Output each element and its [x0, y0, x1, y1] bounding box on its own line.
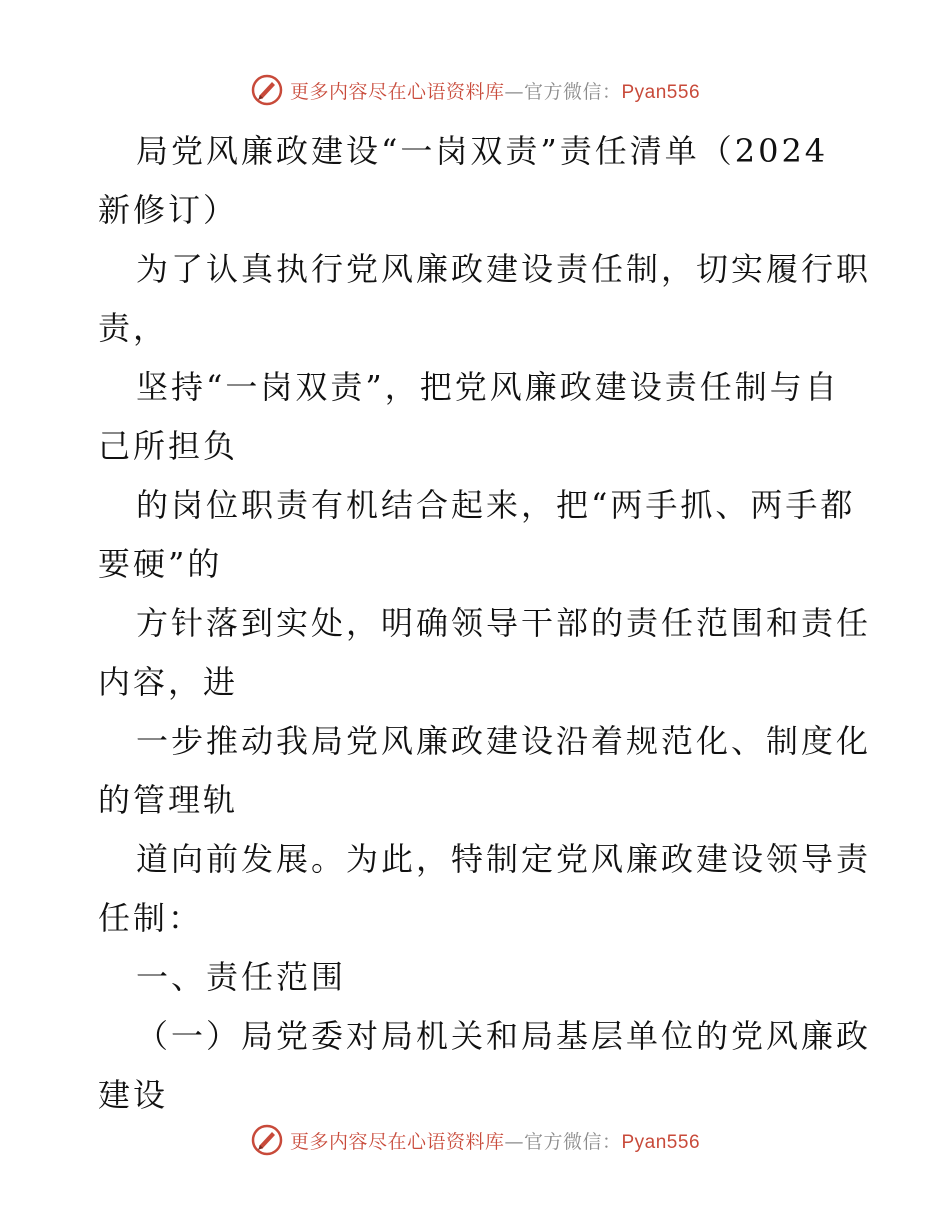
paragraph-line: 的岗位职责有机结合起来，把“两手抓、两手都: [136, 486, 856, 524]
paragraph-line: 一步推动我局党风廉政建设沿着规范化、制度化: [136, 722, 872, 760]
watermark-wechat-label: 官方微信：: [523, 1130, 622, 1153]
paragraph-line: 建设: [98, 1076, 169, 1114]
paragraph-line: 为了认真执行党风廉政建设责任制，切实履行职: [136, 250, 872, 288]
watermark-dash: —: [504, 1130, 524, 1153]
document-title-line-1: 局党风廉政建设“一岗双责”责任清单（2024: [136, 132, 829, 170]
library-logo-icon: [250, 73, 284, 107]
watermark-dash: —: [504, 80, 524, 103]
paragraph-line: 责，: [98, 309, 169, 347]
paragraph-line: 方针落到实处，明确领导干部的责任范围和责任: [136, 604, 872, 642]
paragraph-line: 任制：: [98, 899, 204, 937]
paragraph-line: 坚持“一岗双责”，把党风廉政建设责任制与自: [136, 368, 840, 406]
library-logo-icon: [250, 1123, 284, 1157]
watermark-wechat-id: Pyan556: [621, 81, 701, 103]
section-heading: 一、责任范围: [136, 958, 347, 996]
paragraph-line: 内容，进: [98, 663, 239, 701]
watermark-wechat-label: 官方微信：: [523, 80, 622, 103]
watermark-banner-top: [0, 70, 950, 110]
paragraph-line: 要硬”的: [98, 545, 223, 583]
paragraph-line: 的管理轨: [98, 781, 239, 819]
watermark-text: 更多内容尽在心语资料库: [289, 1130, 505, 1153]
paragraph-line: 己所担负: [98, 427, 239, 465]
watermark-banner-bottom: [0, 1120, 950, 1160]
watermark-text: 更多内容尽在心语资料库: [289, 80, 505, 103]
paragraph-line: （一）局党委对局机关和局基层单位的党风廉政: [136, 1017, 872, 1055]
document-title-line-2: 新修订）: [98, 191, 239, 229]
watermark-wechat-id: Pyan556: [621, 1131, 701, 1153]
document-body: [98, 122, 872, 1125]
paragraph-line: 道向前发展。为此，特制定党风廉政建设领导责: [136, 840, 872, 878]
